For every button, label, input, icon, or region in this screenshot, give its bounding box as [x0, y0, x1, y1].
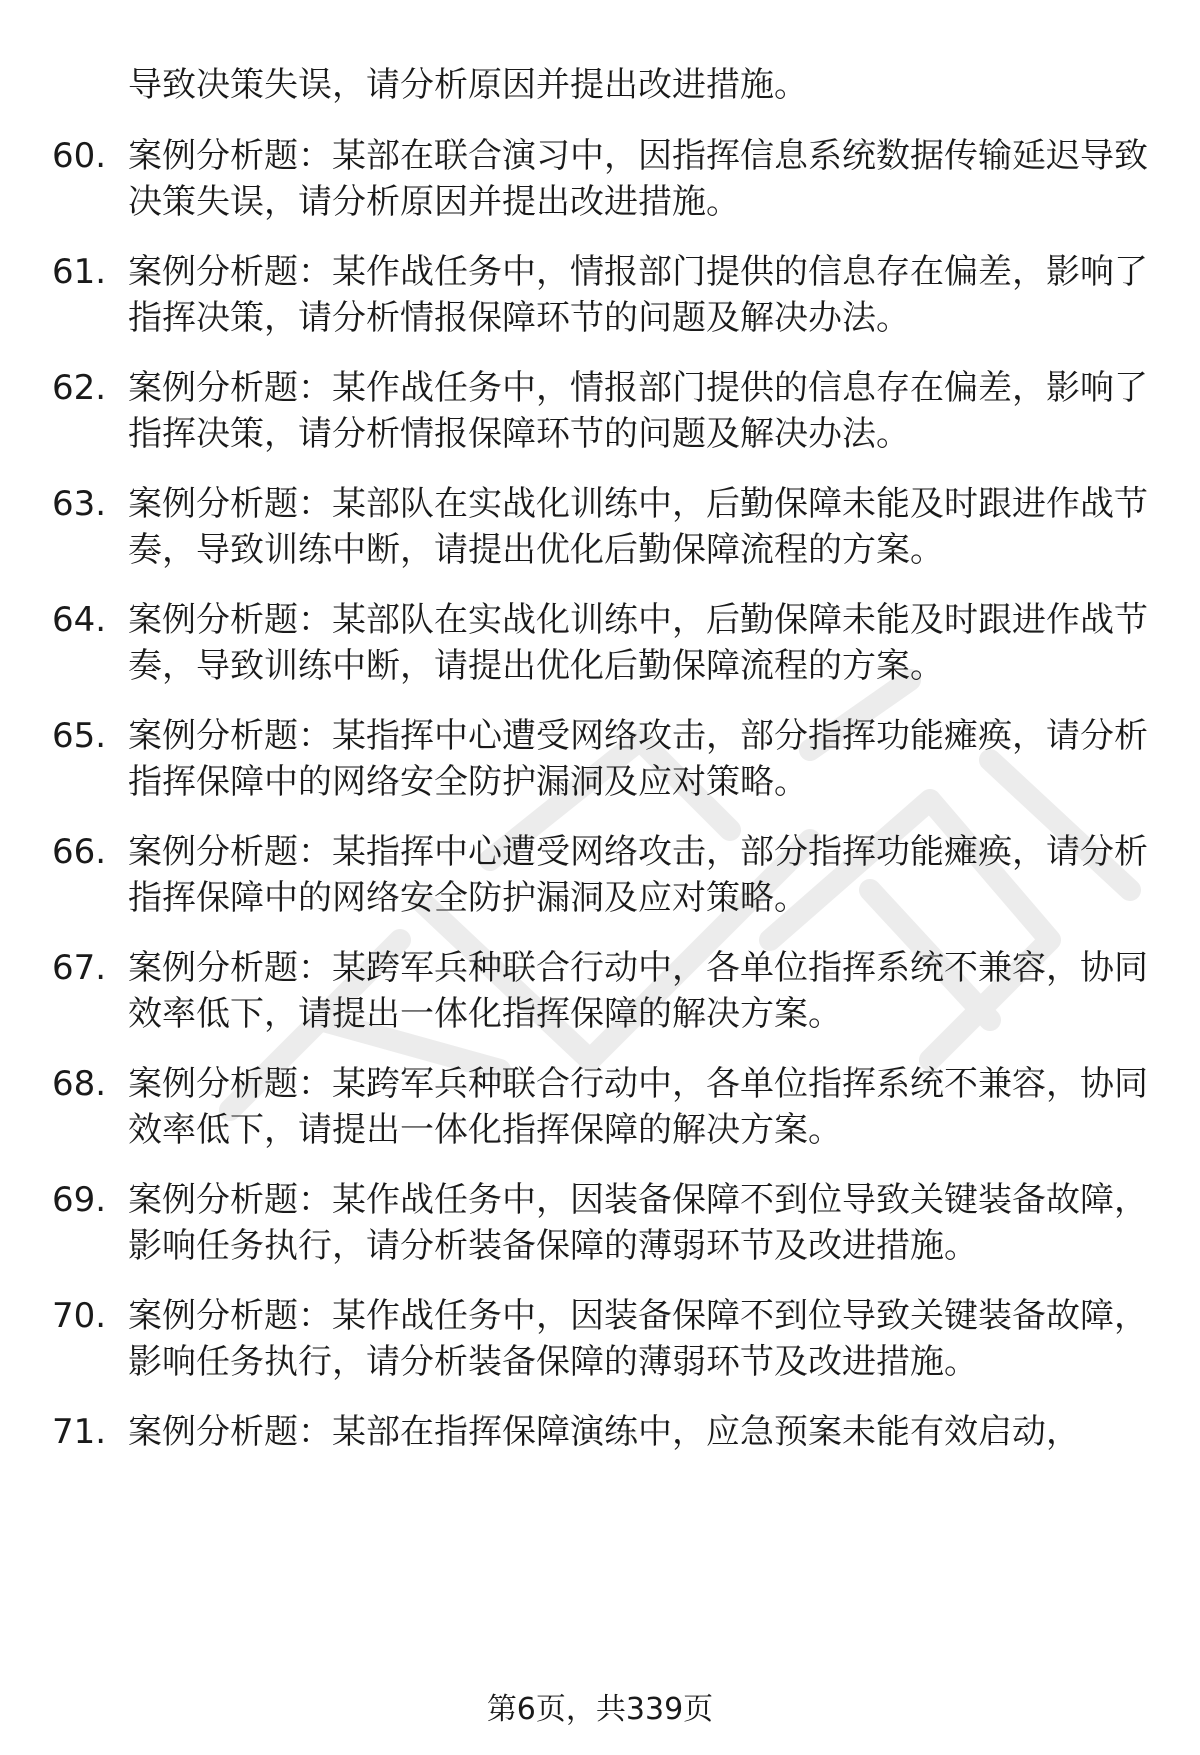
page-number-footer: 第6页，共339页 [486, 1692, 714, 1727]
question-text: 案例分析题：某作战任务中，因装备保障不到位导致关键装备故障，影响任务执行，请分析装备保障的薄弱环节及改进措施。 [128, 1180, 1148, 1266]
question-number: 63. [52, 484, 107, 524]
question-number: 66. [52, 832, 107, 872]
question-text: 案例分析题：某指挥中心遭受网络攻击，部分指挥功能瘫痪，请分析指挥保障中的网络安全防护漏洞及应对策略。 [128, 832, 1148, 918]
question-number: 61. [52, 252, 107, 292]
question-text: 案例分析题：某跨军兵种联合行动中，各单位指挥系统不兼容，协同效率低下，请提出一体化指挥保障的解决方案。 [128, 948, 1148, 1034]
question-number: 68. [52, 1064, 107, 1104]
question-number: 65. [52, 716, 107, 756]
question-text: 案例分析题：某跨军兵种联合行动中，各单位指挥系统不兼容，协同效率低下，请提出一体化指挥保障的解决方案。 [128, 1064, 1148, 1150]
question-text: 案例分析题：某作战任务中，情报部门提供的信息存在偏差，影响了指挥决策，请分析情报保障环节的问题及解决办法。 [128, 368, 1148, 454]
question-text: 案例分析题：某作战任务中，情报部门提供的信息存在偏差，影响了指挥决策，请分析情报保障环节的问题及解决办法。 [128, 252, 1148, 338]
question-text: 案例分析题：某作战任务中，因装备保障不到位导致关键装备故障，影响任务执行，请分析装备保障的薄弱环节及改进措施。 [128, 1296, 1148, 1382]
continued-question-text: 导致决策失误，请分析原因并提出改进措施。 [128, 65, 808, 105]
question-number: 64. [52, 600, 107, 640]
question-number: 67. [52, 948, 107, 988]
question-number: 71. [52, 1412, 107, 1452]
question-number: 70. [52, 1296, 107, 1336]
question-text: 案例分析题：某部队在实战化训练中，后勤保障未能及时跟进作战节奏，导致训练中断，请提出优化后勤保障流程的方案。 [128, 600, 1148, 686]
question-number: 62. [52, 368, 107, 408]
question-text: 案例分析题：某部在指挥保障演练中，应急预案未能有效启动， [128, 1412, 1080, 1452]
question-number: 69. [52, 1180, 107, 1220]
question-text: 案例分析题：某部队在实战化训练中，后勤保障未能及时跟进作战节奏，导致训练中断，请提出优化后勤保障流程的方案。 [128, 484, 1148, 570]
question-text: 案例分析题：某部在联合演习中，因指挥信息系统数据传输延迟导致决策失误，请分析原因并提出改进措施。 [128, 136, 1148, 222]
question-number: 60. [52, 136, 107, 176]
question-text: 案例分析题：某指挥中心遭受网络攻击，部分指挥功能瘫痪，请分析指挥保障中的网络安全防护漏洞及应对策略。 [128, 716, 1148, 802]
